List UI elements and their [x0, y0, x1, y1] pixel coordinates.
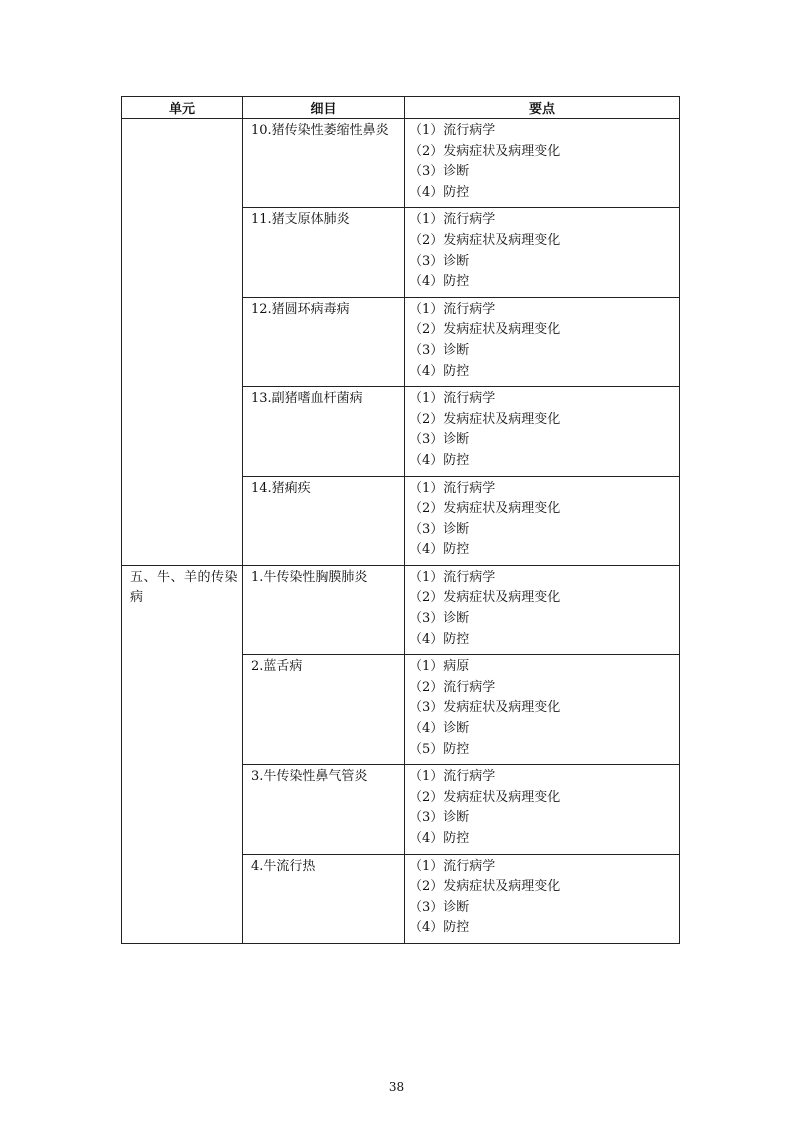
item-cell: 4.牛流行热 [243, 854, 405, 943]
point: （3）诊断 [409, 611, 470, 627]
point: （2）发病症状及病理变化 [409, 590, 561, 606]
item-cell: 2.蓝舌病 [243, 655, 405, 765]
point: （4）防控 [409, 452, 470, 468]
point: （3）诊断 [409, 253, 470, 269]
table-row [122, 119, 680, 208]
point: （3）发病症状及病理变化 [409, 700, 561, 716]
unit-cell: 五、牛、羊的传染病 [122, 565, 243, 943]
point: （3）诊断 [409, 521, 470, 537]
points-cell [405, 655, 680, 765]
header-points: 要点 [405, 97, 680, 119]
item-cell: 3.牛传染性鼻气管炎 [243, 765, 405, 854]
item-cell: 12.猪圆环病毒病 [243, 297, 405, 386]
point: （1）流行病学 [409, 769, 496, 785]
point: （2）发病症状及病理变化 [409, 501, 561, 517]
point: （3）诊断 [409, 164, 470, 180]
item-cell: 1.牛传染性胸膜肺炎 [243, 565, 405, 654]
point: （1）流行病学 [409, 480, 496, 496]
point: （2）发病症状及病理变化 [409, 879, 561, 895]
points-cell [405, 476, 680, 565]
header-unit: 单元 [122, 97, 243, 119]
point: （3）诊断 [409, 899, 470, 915]
point: （1）流行病学 [409, 301, 496, 317]
point: （3）诊断 [409, 342, 470, 358]
point: （2）发病症状及病理变化 [409, 322, 561, 338]
point: （4）防控 [409, 831, 470, 846]
point: （1）流行病学 [409, 123, 496, 138]
point: （3）诊断 [409, 810, 470, 826]
item-cell: 13.副猪嗜血杆菌病 [243, 387, 405, 476]
page-number: 38 [388, 1080, 405, 1094]
point: （1）流行病学 [409, 569, 496, 585]
point: （4）诊断 [409, 721, 470, 737]
table-row [122, 565, 680, 654]
point: （1）流行病学 [409, 212, 496, 228]
point: （2）发病症状及病理变化 [409, 411, 561, 427]
points-cell [405, 297, 680, 386]
point: （2）流行病学 [409, 679, 496, 695]
points-cell [405, 854, 680, 943]
item-cell: 11.猪支原体肺炎 [243, 208, 405, 297]
point: （1）流行病学 [409, 391, 496, 407]
point: （4）防控 [409, 542, 470, 558]
item-cell: 10.猪传染性萎缩性鼻炎 [243, 119, 405, 208]
point: （1）病原 [409, 659, 470, 675]
syllabus-table [121, 96, 680, 944]
point: （1）流行病学 [409, 858, 496, 874]
point: （3）诊断 [409, 432, 470, 448]
point: （4）防控 [409, 631, 470, 647]
points-cell [405, 119, 680, 208]
point: （2）发病症状及病理变化 [409, 789, 561, 805]
point: （5）防控 [409, 741, 470, 757]
item-cell: 14.猪痢疾 [243, 476, 405, 565]
point: （4）防控 [409, 184, 470, 200]
unit-cell [122, 119, 243, 566]
point: （4）防控 [409, 274, 470, 290]
header-item: 细目 [243, 97, 405, 119]
point: （2）发病症状及病理变化 [409, 232, 561, 248]
point: （4）防控 [409, 363, 470, 379]
points-cell [405, 387, 680, 476]
point: （4）防控 [409, 920, 470, 936]
point: （2）发病症状及病理变化 [409, 143, 561, 159]
points-cell [405, 565, 680, 654]
table-header-row [122, 97, 680, 119]
points-cell [405, 765, 680, 854]
points-cell [405, 208, 680, 297]
